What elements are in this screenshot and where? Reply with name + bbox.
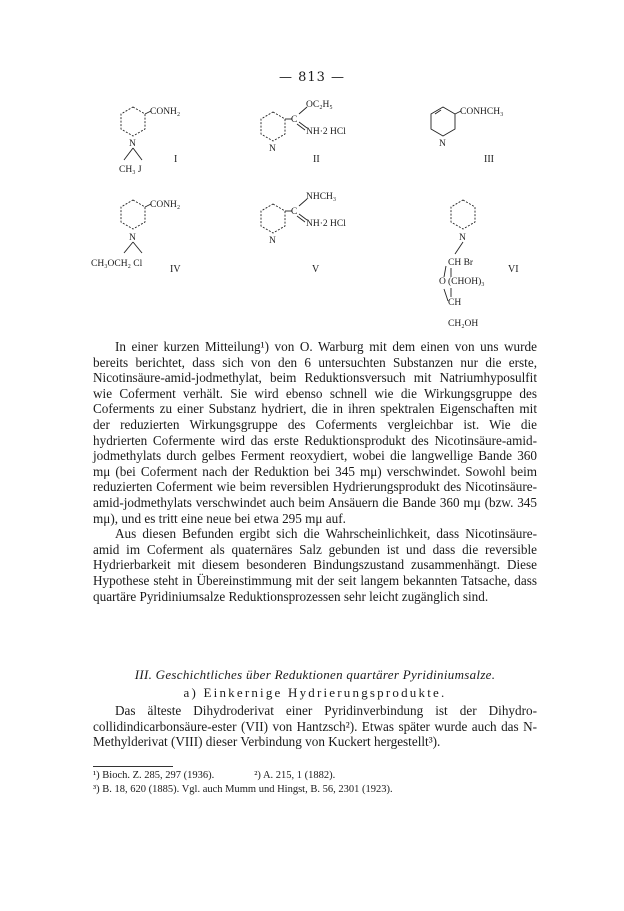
footnotes-row-1 [93, 769, 537, 783]
structure-II-c2: NH·2 HCl [306, 127, 346, 137]
structure-III-substituent: CONHCH₃ [460, 107, 504, 117]
structure-VI [439, 200, 519, 329]
footnote-rule [93, 766, 173, 767]
structure-I-n: N [129, 139, 136, 149]
structure-VI-ch2oh: CH₂OH [448, 319, 479, 329]
footnote-3: ³) B. 18, 620 (1885). Vgl. auch Mumm und Hingst, B. 56, 2301 (1923). [93, 784, 393, 795]
numeral-II: II [313, 154, 320, 165]
paragraph-3: Das älteste Dihydroderivat einer Pyridinverbindung ist der Dihydro-collidindicarbonsäure-ester (VII) von Hantzsch²). Etwas später wurde auch das N-Methylderivat (VIII) dieser Verbindung von Kuckert hergestellt³). [93, 703, 537, 750]
numeral-VI: VI [508, 264, 519, 275]
structure-I-nsub: CH₃ J [119, 165, 142, 175]
structure-II-c: C [291, 115, 298, 125]
paragraph-1: In einer kurzen Mitteilung¹) von O. Warburg mit dem einen von uns wurde bereits berichtet, dass sich von den 6 untersuchten Substanzen nur die erste, Nicotinsäure-amid-jodmethylat, beim Reduktionsversuch mit Natriumhyposulfit wie Coferment verhält. Sie wird ebenso schnell wie die Wirkungsgruppe des Coferments zu einer Substanz hydriert, die in ihren spektralen Eigenschaften mit der reduzierten Wirkungsgruppe des Coferments vergleichbar ist. Wie die hydrierten Cofermente wird das erste Reduktionsprodukt des Nicotinsäure-amid-jodmethylats durch gelbes Ferment reoxydiert, wobei die langwellige Bande 360 mμ (bei Coferment nach der Reduktion bei 345 mμ) verschwindet. Sowohl beim reduzierten Coferment wie beim reversiblen Hydrierungsprodukt des Nicotinsäure-amid-jodmethylats verschwindet auch beim Ansäuern die Bande 360 mμ (bzw. 345 mμ), und es tritt eine neue bei etwa 295 mμ auf. [93, 339, 537, 526]
subsection-heading: a) Einkernige Hydrierungsprodukte. [183, 685, 447, 700]
numeral-IV: IV [170, 264, 181, 275]
page-number: — 813 — [278, 70, 346, 85]
structure-VI-o: O [439, 277, 446, 287]
structure-formulas [0, 0, 624, 330]
structure-IV [91, 200, 181, 275]
structure-II-n: N [269, 144, 276, 154]
structure-V-c2: NH·2 HCl [306, 219, 346, 229]
structure-IV-substituent: CONH₂ [150, 200, 181, 210]
footnotes [93, 769, 537, 797]
paragraph-2: Aus diesen Befunden ergibt sich die Wahrscheinlichkeit, dass Nicotinsäure-amid im Coferment als quaternäres Salz gebunden ist und dass die reversible Hydrierbarkeit mit diesem besonderen Bindungszustand zusammenhängt. Diese Hypothese steht in Übereinstimmung mit der seit langem bekannten Tatsache, dass quartäre Pyridiniumsalze Reduktionsprozessen sehr leicht zugänglich sind. [93, 526, 537, 604]
structure-VI-ch1: CH Br [448, 258, 474, 268]
structure-II [261, 100, 346, 165]
structure-I-substituent: CONH₂ [150, 107, 181, 117]
section-heading: III. Geschichtliches über Reduktionen quartärer Pyridiniumsalze. [134, 667, 496, 682]
structure-V-c: C [291, 207, 298, 217]
body-text [93, 339, 537, 604]
footnote-1: ¹) Bioch. Z. 285, 297 (1936). [93, 770, 215, 781]
structure-I [119, 107, 180, 175]
structure-VI-n: N [459, 233, 466, 243]
structure-III [431, 107, 503, 165]
numeral-I: I [174, 154, 178, 165]
body-text-2 [93, 703, 537, 750]
structure-VI-chohn: (CHOH)₃ [448, 277, 485, 287]
structure-II-c1: OC₂H₅ [306, 100, 333, 110]
footnote-2: ²) A. 215, 1 (1882). [254, 770, 336, 781]
structure-IV-n: N [129, 233, 136, 243]
structure-VI-ch2: CH [448, 298, 462, 308]
structure-V-c1: NHCH₃ [306, 192, 337, 202]
structure-IV-nsub: CH₃OCH₂ Cl [91, 259, 143, 269]
structure-V-n: N [269, 236, 276, 246]
numeral-III: III [484, 154, 494, 165]
structure-III-n: N [439, 139, 446, 149]
structure-V [261, 192, 346, 275]
numeral-V: V [312, 264, 320, 275]
